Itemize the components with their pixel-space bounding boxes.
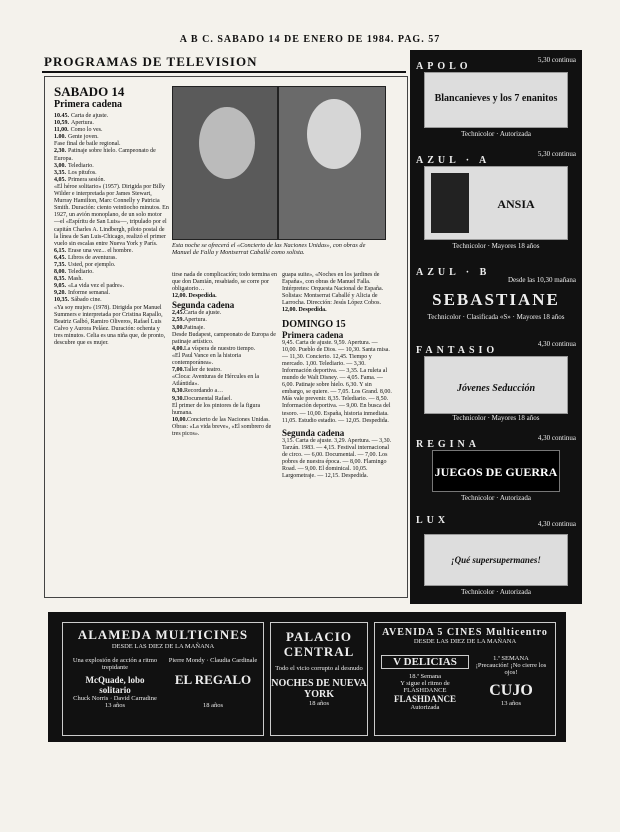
ad-cast: Chuck Norris · David Carradine [73, 695, 157, 702]
cinema-time: 5,30 continua [537, 56, 576, 64]
closing: 12,00. Despedida. [282, 307, 327, 314]
schedule-item [54, 255, 169, 262]
cinema-info: Technicolor · Autorizada [461, 494, 531, 502]
day-heading: SABADO 14 [54, 84, 125, 99]
poster-lux [424, 534, 568, 586]
schedule-item [172, 374, 278, 388]
cinema-listings [410, 50, 582, 604]
schedule-time: 6,45. [54, 254, 66, 261]
poster-title: SEBASTIANE [432, 290, 560, 309]
schedule-title: «El Paul Vance en la historia contemporánea». [172, 352, 242, 367]
schedule-item [54, 177, 169, 184]
ad-film-left [69, 657, 161, 709]
schedule-title: Gente joven. [68, 134, 99, 141]
ad-film-title: EL REGALO [174, 672, 252, 687]
ad-tagline: Y sigue el ritmo de FLASHDANCE [400, 680, 450, 694]
poster-fantasio [424, 356, 568, 414]
schedule-time: 9,20. [54, 290, 66, 297]
schedule-time: 2,59. [172, 317, 184, 324]
schedule-title: Carta de ajuste. [184, 310, 222, 317]
cinema-time: 4,30 continua [537, 520, 576, 528]
ad-week: 1.ª SEMANA [493, 655, 529, 662]
schedule-title: Primera sesión. [68, 176, 105, 183]
schedule-item [54, 127, 169, 134]
schedule-time: 9,05. [54, 283, 66, 290]
ad-age: 13 años [500, 700, 522, 707]
schedule-item [54, 248, 169, 255]
ad-age: 13 años [104, 702, 126, 709]
poster-title: Blancanieves y los 7 enanitos [434, 93, 558, 104]
closing: 12,00. Despedida. [172, 293, 217, 300]
schedule-list [172, 310, 278, 438]
schedule-text-2: 3,15. Carta de ajuste. 3,29. Apertura. — 3,30. Tarzán. 1983. — 4,15. Festival internacional de circo. — 6,00. Documental. — 7,00. Los pobres de nuestra época. — 8,00. Flamingo Road. — 9,00. El dominical. 10,05. Largometraje. — 12,15. Despedida. [282, 437, 392, 480]
ad-title: PALACIO CENTRAL [283, 629, 355, 659]
schedule-title: Desde Budapest, campeonato de Europa de patinaje artístico. [172, 331, 276, 345]
schedule-title: Como lo ves. [70, 127, 103, 134]
poster-title: ¡Qué supersupermanes! [451, 555, 541, 565]
cinema-time: 5,30 continua [537, 150, 576, 158]
schedule-item [54, 113, 169, 120]
schedule-item [172, 396, 278, 403]
ad-alameda [62, 622, 264, 736]
schedule-item [172, 317, 278, 324]
column-saturday [54, 84, 169, 347]
schedule-title: Apertura. [71, 120, 94, 127]
schedule-item [54, 297, 169, 304]
schedule-list-2 [54, 248, 169, 305]
schedule-item [172, 353, 278, 367]
cinema-time: 4,30 continua [537, 434, 576, 442]
schedule-time: 3,00. [172, 324, 184, 331]
ad-palacio-central [270, 622, 368, 736]
ad-age: 18 años [308, 700, 330, 707]
day-heading: DOMINGO 15 [282, 318, 346, 330]
schedule-title: Apertura. [184, 317, 207, 324]
cinema-info: Technicolor · Autorizada [461, 130, 531, 138]
cinema-name: APOLO [416, 61, 472, 72]
schedule-title: Fase final de baile regional. [54, 141, 121, 148]
schedule-time: 8,35. [54, 276, 66, 283]
film-description-2: «Ya soy mujer» (1978). Dirigida por Manuel Summers e interpretada por Cristina Rapallo, Beatriz Galbó, Ramiro Oliveros, Rafael Luis Calvo y Aurora Peláez. Duración: ochenta y tres minutos. Celia es una niña que, de pronto, descubre que es mujer. [54, 304, 166, 346]
schedule-title: «La vida vez el padre». [68, 283, 125, 290]
channel-heading: Primera cadena [282, 329, 344, 340]
schedule-item [54, 148, 169, 162]
poster-regina [432, 450, 560, 492]
schedule-title: Patinaje. [184, 324, 205, 331]
schedule-time: 2,45. [172, 310, 184, 317]
ad-avenida [374, 622, 556, 736]
ad-tagline: Todo el vicio corrupto al desnudo [275, 665, 363, 672]
schedule-time: 10,35. [54, 297, 69, 304]
ad-film-right [167, 657, 259, 709]
schedule-item [172, 417, 278, 424]
schedule-title: El primer de los pintores de la figura humana. [172, 402, 261, 416]
schedule-time: 10,59. [54, 120, 69, 127]
schedule-title: Erase una vez... el hombre. [68, 247, 133, 254]
poster-title: JUEGOS DE GUERRA [434, 465, 558, 479]
schedule-title: Recordando a… [184, 388, 224, 395]
schedule-time: 10,00. [172, 416, 187, 423]
schedule-title: Telediario. [68, 162, 94, 169]
poster-apolo [424, 72, 568, 128]
schedule-title: Mash. [68, 276, 83, 283]
schedule-item [54, 262, 169, 269]
ad-cast: Pierre Mondy · Claudia Cardinale [168, 657, 258, 664]
schedule-time: 9,30. [172, 395, 184, 402]
schedule-item [172, 424, 278, 438]
schedule-item [54, 120, 169, 127]
channel-heading-2: Segunda cadena [282, 427, 345, 438]
schedule-time: 10.45. [54, 113, 69, 119]
schedule-time: 2,30. [54, 148, 66, 155]
ad-subtitle: DESDE LAS DIEZ DE LA MAÑANA [111, 643, 215, 650]
schedule-time: 8,30. [172, 388, 184, 395]
cinema-name: REGINA [416, 439, 481, 450]
poster-title: ANSIA [497, 197, 535, 211]
schedule-time: 8,00. [54, 269, 66, 276]
portrait-face [307, 99, 361, 169]
channel-heading: Segunda cadena [172, 300, 235, 311]
ad-title: AVENIDA 5 CINES Multicentro [382, 627, 548, 638]
schedule-time: 3,35. [54, 169, 66, 176]
schedule-item [172, 388, 278, 395]
schedule-text: 9,45. Carta de ajuste. 9,59. Apertura. — 10,00. Pueblo de Dios. — 10,30. Santa misa. — 11,30. Concierto. 12,45. Tiempo y mercado. 1,00. Telediario. — 3,30. Información deportiva. — 3,35. La ruleta al mundo de Walt Disney. — 4,05. Fama. — 6,00. Patinaje sobre hielo. 6,30. Y sin embargo, se quiere. — 7,05. Los Grand. 8,00. Más vale prevenir. 8,35. Telediario. — 8,50. Información deportiva. — 9,00. En busca del tesoro. — 10,00. España, historia inmediata. 11,05. Estudio estadio. — 12,05. Despedida. [282, 339, 392, 424]
schedule-title: Los pitufos. [68, 169, 97, 176]
schedule-title: Usted, por ejemplo. [68, 261, 116, 268]
schedule-item [54, 276, 169, 283]
ad-film-title: McQuade, lobo solitario [85, 675, 145, 695]
ad-film-title: NOCHES DE NUEVA YORK [271, 678, 367, 700]
cinema-info: Technicolor · Autorizada [461, 588, 531, 596]
ad-film-title: FLASHDANCE [393, 694, 456, 704]
schedule-time: 7,35. [54, 261, 66, 268]
section-title: PROGRAMAS DE TELEVISION [44, 54, 258, 69]
schedule-time: 7,00. [172, 367, 184, 374]
schedule-title: La víspera de nuestro tiempo. [184, 345, 256, 352]
ad-subtitle: DESDE LAS DIEZ DE LA MAÑANA [413, 638, 517, 645]
schedule-title: Sábado cine. [71, 297, 102, 304]
ad-tagline: Una explosión de acción a ritmo trepidante [72, 657, 158, 671]
ad-film-title: CUJO [489, 682, 533, 699]
column-sunday [282, 272, 394, 480]
title-rule [42, 71, 406, 73]
poster-azul-a [424, 166, 568, 240]
schedule-time: 6,15. [54, 247, 66, 254]
poster-figure [431, 173, 469, 233]
schedule-item [172, 403, 278, 417]
ad-cinema-delicias: V DELICIAS [381, 655, 469, 669]
cinema-name: FANTASIO [416, 345, 499, 356]
cinema-time: Desde las 10,30 mañana [507, 276, 576, 284]
channel-heading: Primera cadena [54, 99, 123, 110]
schedule-item [172, 310, 278, 317]
ad-week: 18.ª Semana [408, 673, 442, 680]
schedule-time: 3,00. [54, 162, 66, 169]
schedule-title: Telediario. [68, 269, 94, 276]
intro-text: guapa suite», «Noches en los jardines de España», con obras de Manuel Falla. Intérpretes: Orquesta Nacional de España. Solistas: Montserrat Caballé y Alicia de Larrocha. Dirección: Jesús López Cobos. [282, 272, 384, 307]
schedule-title: «Cloca: Aventuras de Hércules en la Atlántida». [172, 374, 260, 388]
ad-film-right [471, 655, 551, 707]
ad-title: ALAMEDA MULTICINES [77, 627, 249, 642]
portrait-face [199, 107, 255, 179]
ad-age: Autorizada [410, 704, 440, 711]
schedule-item [54, 163, 169, 170]
ad-film-left [381, 655, 469, 711]
schedule-time: 11,00. [54, 127, 69, 134]
schedule-title: Concierto de las Naciones Unidas. [187, 416, 270, 423]
schedule-title: Patinaje sobre hielo. Campeonato de Europa. [54, 148, 156, 162]
photo-caption: Esta noche se ofrecerá el «Concierto de las Naciones Unidas», con obras de Manuel de Falla y Montserrat Caballé como solista. [172, 242, 366, 257]
column-middle [172, 272, 278, 438]
cinema-name: AZUL · A [416, 155, 491, 166]
cinema-time: 4,30 continua [537, 340, 576, 348]
schedule-time: 4,05. [54, 176, 66, 183]
schedule-item [172, 367, 278, 374]
schedule-title: Libros de aventuras. [68, 254, 117, 261]
cinema-info: Technicolor · Clasificada «S» · Mayores 18 años [427, 313, 565, 321]
poster-title: Jóvenes Seducción [456, 383, 536, 394]
schedule-list [54, 113, 169, 184]
ad-tagline: ¡Precaución! ¡No cierre los ojos! [475, 662, 547, 676]
photo-soprano [278, 86, 386, 240]
intro-text: tirse nada de complicación; todo termina en que don Damián, resabiado, se corre por obligatorio… [172, 272, 277, 293]
schedule-item [172, 346, 278, 353]
page-header: A B C. SABADO 14 DE ENERO DE 1984. PAG. 57 [179, 34, 441, 45]
schedule-time: 1.00. [54, 134, 66, 141]
schedule-title: Carta de ajuste. [71, 113, 109, 119]
schedule-title: Documental Rafael. [184, 395, 232, 402]
film-description: «El héroe solitario» (1957). Dirigida por Billy Wilder e interpretada por James Stewart, Murray Hamilton, Marc Connelly y Patricia Smith. Duración: ciento veintiocho minutos. En 1927, un avión monoplano, de un solo motor —el «Espíritu de San Luis»—, tripulado por el capitán Charles A. Lindbergh, piloto postal de la línea de San Luis-Chicago, realizó el primer vuelo sin escalas entre Nueva York y París. [54, 183, 169, 247]
schedule-title: Obras: «La vida breve», «El sombrero de tres picos». [172, 423, 272, 437]
schedule-item [172, 332, 278, 346]
schedule-item [54, 170, 169, 177]
schedule-item [172, 325, 278, 332]
cinema-advert [48, 612, 566, 742]
schedule-item [54, 141, 169, 148]
schedule-title: Taller de teatro. [184, 367, 222, 374]
photo-conductor [172, 86, 278, 240]
cinema-info: Technicolor · Mayores 18 años [452, 414, 540, 422]
cinema-info: Technicolor · Mayores 18 años [452, 242, 540, 250]
cinema-name: LUX [416, 515, 450, 526]
schedule-title: Informe semanal. [68, 290, 110, 297]
cinema-name: AZUL · B [416, 267, 491, 278]
cinema-lux [416, 510, 576, 528]
schedule-time: 4,00. [172, 345, 184, 352]
ad-age: 18 años [202, 702, 224, 709]
schedule-item [54, 290, 169, 297]
schedule-item [54, 269, 169, 276]
